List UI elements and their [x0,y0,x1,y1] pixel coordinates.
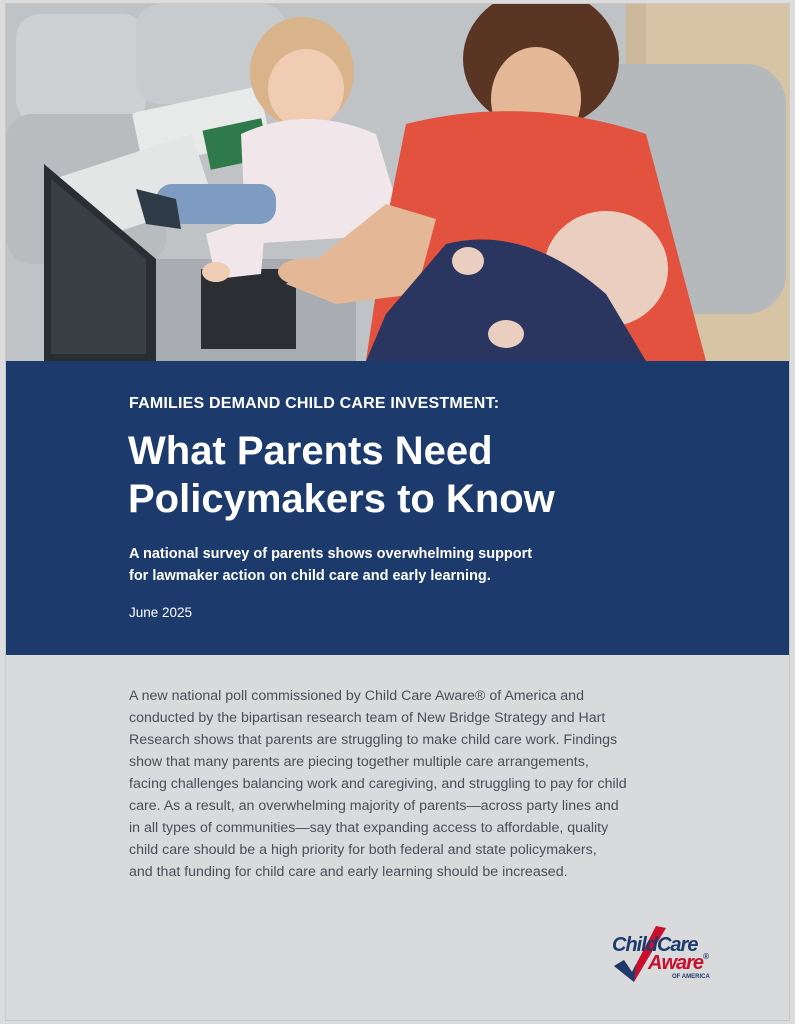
intro-line: in all types of communities—say that expanding access to affordable, quality [129,820,609,836]
intro-line: show that many parents are piecing together multiple care arrangements, [129,754,589,770]
intro-line: facing challenges balancing work and caregiving, and struggling to pay for child [129,776,627,792]
intro-line: A new national poll commissioned by Child Care Aware® of America and [129,688,584,704]
report-subtitle-line-2: for lawmaker action on child care and early learning. [129,568,491,584]
intro-line: care. As a result, an overwhelming majority of parents—across party lines and [129,798,619,814]
report-subtitle [129,543,689,587]
report-title [128,427,748,523]
intro-line: conducted by the bipartisan research team of New Bridge Strategy and Hart [129,710,606,726]
title-banner [6,361,789,655]
logo-wordmark-childcare: ChildCare [612,934,698,956]
report-date: June 2025 [129,605,193,620]
report-title-line-1: What Parents Need [128,429,493,473]
logo-wordmark-aware [648,952,708,975]
intro-line: and that funding for child care and early learning should be increased. [129,864,568,880]
report-cover [6,4,789,1020]
child-care-aware-logo [610,922,730,984]
logo-aware-text: Aware [648,952,704,974]
report-subtitle-line-1: A national survey of parents shows overwhelming support [129,546,533,562]
intro-line: Research shows that parents are struggling to make child care work. Findings [129,732,618,748]
mother-with-children-photo [6,4,789,361]
logo-of-america: OF AMERICA [672,974,710,980]
report-kicker: FAMILIES DEMAND CHILD CARE INVESTMENT: [129,395,500,412]
registered-mark: ® [703,952,708,961]
intro-paragraph [129,685,659,883]
intro-line: child care should be a high priority for both federal and state policymakers, [129,842,597,858]
report-title-line-2: Policymakers to Know [128,477,555,521]
cover-photo [6,4,789,361]
